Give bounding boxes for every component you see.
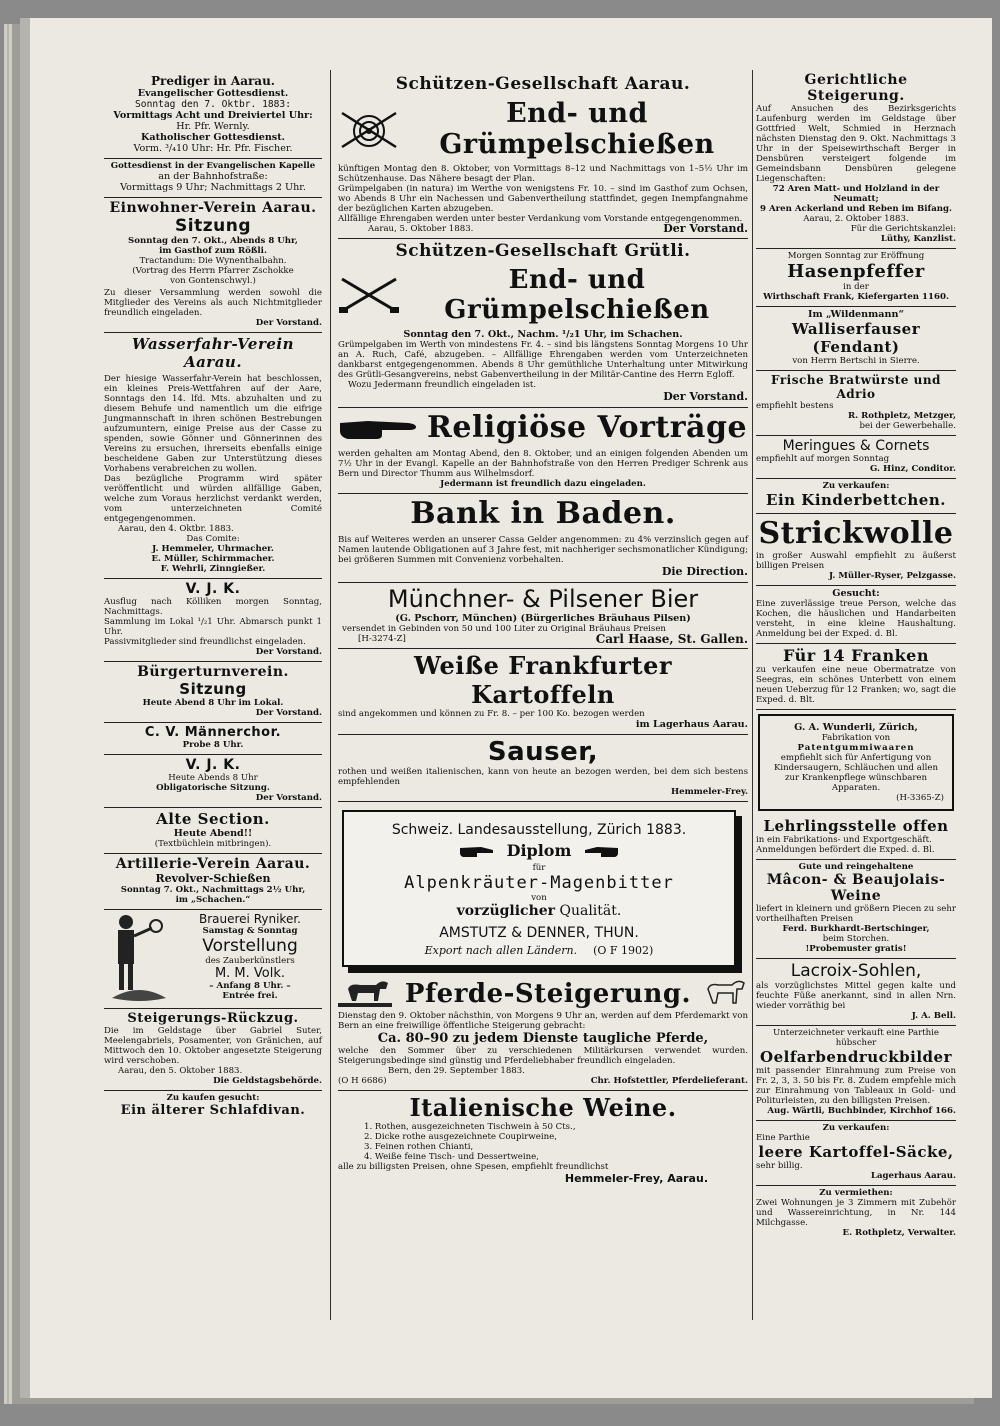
meringues-headline: Meringues & Cornets — [782, 438, 930, 454]
wild-line: Im „Wildenmann“ — [808, 309, 904, 320]
oel-headline: Oelfarbendruckbilder — [760, 1048, 952, 1066]
sga-date: Aarau, 5. Oktober 1883. — [368, 224, 474, 234]
einwohner-line: (Vortrag des Herrn Pfarrer Zschokke — [132, 266, 294, 276]
kinder-headline: Ein Kinderbettchen. — [766, 491, 946, 509]
steigerung-title: Steigerungs-Rückzug. — [127, 1011, 299, 1026]
ad-alte-section — [104, 808, 322, 854]
vjk-signature: Der Vorstand. — [255, 647, 322, 657]
kartoffeln-signature: im Lagerhaus Aarau. — [635, 719, 748, 730]
ad-wunderli — [758, 714, 954, 811]
ad-vjk-excursion — [104, 579, 322, 662]
einwohner-signature: Der Vorstand. — [255, 318, 322, 328]
weine-item: 1. Rothen, ausgezeichneten Tischwein à 50 Cts., — [364, 1122, 576, 1132]
lehr-body: in ein Fabrikations- und Exportgeschäft. Anmeldungen befördert die Exped. d. Bl. — [756, 835, 935, 855]
religioese-headline: Religiöse Vorträge — [426, 410, 748, 445]
ad-wasserfahr-verein — [104, 333, 322, 579]
gericht-signature: Für die Gerichtskanzlei: — [850, 224, 956, 234]
wunderli-line: Fabrikation von — [821, 733, 891, 743]
horse-outline-icon — [704, 977, 748, 1011]
brauerei-line: des Zauberkünstlers — [205, 956, 295, 966]
bier-signature: Carl Haase, St. Gallen. — [595, 632, 748, 646]
brauerei-line: Entrée frei. — [222, 991, 278, 1001]
einwohner-line: von Gontenschwyl.) — [170, 276, 256, 286]
lacroix-headline: Lacroix-Sohlen, — [790, 961, 922, 981]
weine-headline: Italienische Weine. — [409, 1093, 677, 1122]
bank-signature: Die Direction. — [661, 565, 748, 578]
einwohner-title: Einwohner-Verein Aarau. — [109, 200, 317, 216]
alte-line: (Textbüchlein mitbringen). — [154, 839, 272, 849]
bier-subtitle: (G. Pschorr, München) (Bürgerliches Bräuhaus Pilsen) — [395, 613, 691, 624]
diplom-quality-word: vorzüglicher — [456, 903, 556, 919]
vjk2-title: V. J. K. — [185, 757, 241, 773]
gericht-signature: Lüthy, Kanzlist. — [880, 234, 956, 244]
church-line: Sonntag den 7. Oktbr. 1883: — [135, 99, 291, 110]
sauser-headline: Sauser, — [487, 737, 599, 767]
bier-body: versendet in Gebinden von 50 und 100 Liter zu Original Bräuhaus Preisen — [342, 624, 666, 634]
lacroix-body: als vorzüglichstes Mittel gegen kalte und feuchte Füße anerkannt, sind in allen Nrn. wieder vorräthig bei — [756, 981, 956, 1011]
sack-headline: leere Kartoffel-Säcke, — [758, 1143, 954, 1161]
pferde-signature: Chr. Hofstettler, Pferdelieferant. — [590, 1076, 748, 1086]
ad-lacroix-sohlen — [756, 959, 956, 1026]
wurst-signature: bei der Gewerbehalle. — [859, 421, 956, 431]
ad-frankfurter-kartoffeln — [338, 649, 748, 735]
magician-illustration-icon — [104, 912, 174, 1004]
ad-macon-weine — [756, 860, 956, 959]
bank-headline: Bank in Baden. — [410, 496, 676, 531]
wasserfahr-date: Aarau, den 4. Oktbr. 1883. — [118, 524, 234, 534]
target-rifles-icon — [338, 107, 400, 151]
column-rule-left — [330, 70, 331, 1320]
wunderli-body: empfiehlt sich für Anfertigung von Kindersaugern, Schläuchen und allen zur Krankenpflege wünschbaren Apparaten. — [773, 753, 939, 793]
hasen-headline: Hasenpfeffer — [787, 261, 925, 282]
oel-line: Unterzeichneter verkauft eine Parthie hübscher — [772, 1028, 940, 1048]
ad-schuetzen-gruetli — [338, 239, 748, 408]
vjk2-line: Obligatorische Sitzung. — [156, 783, 270, 793]
sgg-body2: Wozu Jedermann freundlich eingeladen ist. — [348, 380, 537, 390]
artillerie-line: Sonntag 7. Okt., Nachmittags 2½ Uhr, — [120, 885, 306, 895]
lacroix-signature: J. A. Bell. — [911, 1011, 956, 1021]
sack-line: sehr billig. — [756, 1161, 803, 1171]
hasen-line: Morgen Sonntag zur Eröffnung — [787, 251, 925, 261]
ad-pferde-steigerung — [338, 975, 748, 1091]
ad-zu-vermiethen — [756, 1186, 956, 1242]
pferde-body: Dienstag den 9. Oktober nächsthin, von Morgens 9 Uhr an, werden auf dem Pferdemarkt von Bern an eine freiwillige öffentliche Steigerung gebracht: — [338, 1011, 748, 1031]
ad-buergerturnverein — [104, 662, 322, 723]
kartoffeln-headline: Weiße Frankfurter Kartoffeln — [413, 651, 673, 709]
wasserfahr-body2: Das bezügliche Programm wird später veröffentlicht und würden allfällige Gaben, welche zum Voraus herzlichst verdankt werden, vom unterzeichneten Comité entgegengenommen. — [104, 474, 322, 524]
crossed-rifles-icon — [338, 275, 400, 315]
ad-artillerie-verein — [104, 854, 322, 910]
btv-sitzung: Sitzung — [179, 680, 247, 698]
sga-body: Grümpelgaben (in natura) im Werthe von wenigstens Fr. 10. – sind im Gasthof zum Ochsen, wo Abends 8 Uhr ein Nachessen und Gabenvertheilung stattfindet, gegen Inempfangnahme der bezüglichen Karten abzugeben. — [338, 184, 748, 214]
franken-body: zu verkaufen eine neue Obermatratze von Seegras, ein schönes Unterbett von einem neuen Ueberzug für 12 Franken; wo, sagt die Exped. d. Blt. — [756, 665, 956, 705]
bier-headline: Münchner- & Pilsener Bier — [387, 585, 699, 613]
sack-line: Eine Parthie — [756, 1133, 810, 1143]
steigerung-signature: Die Geldstagsbehörde. — [213, 1076, 322, 1086]
btv-title: Bürgerturnverein. — [137, 664, 289, 680]
pferde-reference: (O H 6686) — [338, 1076, 387, 1086]
diplom-exhibition: Schweiz. Landesausstellung, Zürich 1883. — [391, 822, 687, 838]
ad-bank-baden — [338, 494, 748, 583]
diplom-export: Export nach allen Ländern. — [424, 944, 578, 957]
pointing-hand-left-icon — [583, 844, 619, 858]
steigerung-date: Aarau, den 5. Oktober 1883. — [118, 1066, 243, 1076]
sga-body: Allfällige Ehrengaben werden unter bester Verdankung vom Vorstande entgegengenommen. — [338, 214, 743, 224]
weine-item: 4. Weiße feine Tisch- und Dessertweine, — [364, 1152, 539, 1162]
einwohner-sitzung: Sitzung — [175, 216, 251, 236]
einwohner-body: Zu dieser Versammlung werden sowohl die Mitglieder des Vereins als auch Nichtmitglieder freundlich eingeladen. — [104, 288, 322, 318]
btv-signature: Der Vorstand. — [255, 708, 322, 718]
church-line: Hr. Pfr. Wernly. — [176, 121, 250, 132]
sgg-body: Grümpelgaben im Werth von mindestens Fr. 4. – sind bis längstens Sonntag Morgens 10 Uhr an A. Ruch, Café, abzugeben. – Allfällige Ehrengaben werden vom Unterzeichneten dankbarst entgegengenommen. Abends 8 Uhr gemüthliche Unterhaltung unter Mitwirkung des Grütli-Gesangvereins, nebst Gabenvertheilung in der Militär-Cantine des Herrn Egloff. — [338, 340, 748, 380]
diplom-title: Diplom — [506, 841, 572, 860]
pferde-offer: Ca. 80–90 zu jedem Dienste taugliche Pferde, — [377, 1031, 709, 1046]
sga-signature: Der Vorstand. — [663, 222, 748, 235]
ad-kartoffel-saecke — [756, 1121, 956, 1186]
macon-headline: Mâcon- & Beaujolais-Weine — [766, 872, 946, 904]
ad-kinderbettchen — [756, 479, 956, 514]
diplom-company: AMSTUTZ & DENNER, THUN. — [439, 925, 639, 941]
ad-meringues — [756, 436, 956, 479]
oel-signature: Aug. Wärtli, Buchbinder, Kirchhof 166. — [767, 1106, 956, 1116]
gericht-date: Aarau, 2. Oktober 1883. — [803, 214, 909, 224]
sgg-signature: Der Vorstand. — [663, 390, 748, 403]
macon-body: liefert in kleinern und größern Piecen zu sehr vortheilhaften Preisen — [756, 904, 956, 924]
franken-headline: Für 14 Franken — [783, 646, 929, 665]
gericht-body: Auf Ansuchen des Bezirksgerichts Laufenburg werden im Geldstage über Gottfried Welt, Schmied in Herznach nächsten Dienstag den 9. Okt. Nachmittags 3 Uhr in der Speisewirthschaft Berger in Densbüren versteigert folgende im Gemeindsbann Densbüren gelegene Liegenschaften: — [756, 104, 956, 184]
ad-strickwolle — [756, 514, 956, 586]
church-subtitle-evangelical: Evangelischer Gottesdienst. — [137, 88, 289, 99]
bank-body: Bis auf Weiteres werden an unserer Cassa Gelder angenommen: zu 4% verzinslich gegen auf Namen lautende Obligationen auf 3 Jahre fest, mit nachheriger sechsmonatlicher Kündigung; bei größeren Summen mit Convenienz vorbehalten. — [338, 535, 748, 565]
kinder-line: Zu verkaufen: — [822, 481, 890, 491]
chapel-line: an der Bahnhofstraße: — [158, 171, 268, 182]
weine-body: alle zu billigsten Preisen, ohne Spesen, empfiehlt freundlichst — [338, 1162, 609, 1172]
ad-vjk-sitzung — [104, 755, 322, 808]
church-subtitle-catholic: Katholischer Gottesdienst. — [141, 132, 285, 143]
ad-diplom-magenbitter — [342, 810, 736, 967]
wurst-signature: R. Rothpletz, Metzger, — [848, 411, 956, 421]
cv-title: C. V. Männerchor. — [144, 725, 282, 740]
weine-item: 2. Dicke rothe ausgezeichnete Coupirweine, — [364, 1132, 557, 1142]
sgg-title: Schützen-Gesellschaft Grütli. — [395, 241, 691, 261]
vjk2-line: Heute Abends 8 Uhr — [168, 773, 258, 783]
lehr-headline: Lehrlingsstelle offen — [763, 817, 949, 835]
macon-signature: Ferd. Burkhardt-Bertschinger, — [782, 924, 930, 934]
macon-signature: !Probemuster gratis! — [805, 944, 907, 954]
strick-headline: Strickwolle — [758, 516, 954, 551]
diplom-reference: (O F 1902) — [593, 944, 654, 957]
ad-brauerei-ryniker — [104, 910, 322, 1009]
vjk-body: Sammlung im Lokal ¹/₂1 Uhr. Abmarsch punkt 1 Uhr. — [104, 617, 322, 637]
oel-body: mit passender Einrahmung zum Preise von Fr. 2, 3, 3. 50 bis Fr. 8. Zudem empfehle mich zur Einrahmung von Tableaux in Gold- und Politurleisten, zu den billigsten Preisen. — [756, 1066, 956, 1106]
sga-title: Schützen-Gesellschaft Aarau. — [395, 74, 691, 94]
wasserfahr-title: Wasserfahr-Verein Aarau. — [131, 335, 295, 371]
sauser-body: rothen und weißen italienischen, kann von heute an bezogen werden, bei dem sich bestens empfehlenden — [338, 767, 748, 787]
vjk-body: Passivmitglieder sind freundlichst eingeladen. — [104, 637, 306, 647]
religioese-signature: Jedermann ist freundlich dazu eingeladen. — [440, 479, 646, 489]
church-line: Vormittags Acht und Dreiviertel Uhr: — [113, 110, 313, 121]
ad-gerichtliche-steigerung — [756, 58, 956, 249]
kauf-item: Ein älterer Schlafdivan. — [120, 1103, 306, 1118]
einwohner-line: Sonntag den 7. Okt., Abends 8 Uhr, — [128, 236, 298, 246]
verm-signature: E. Rothpletz, Verwalter. — [842, 1228, 956, 1238]
sgg-subtitle: Sonntag den 7. Okt., Nachm. ¹/₂1 Uhr, im Schachen. — [403, 329, 683, 340]
kartoffeln-body: sind angekommen und können zu Fr. 8. – per 100 Ko. bezogen werden — [338, 709, 645, 719]
column-left — [104, 58, 322, 1122]
chapel-line: Vormittags 9 Uhr; Nachmittags 2 Uhr. — [120, 182, 306, 193]
wunderli-line: G. A. Wunderli, Zürich, — [794, 722, 918, 733]
wasserfahr-member: J. Hemmeler, Uhrmacher. — [152, 544, 274, 554]
ad-einwohner-verein — [104, 198, 322, 333]
alte-title: Alte Section. — [156, 810, 270, 828]
diplom-von: von — [531, 893, 547, 903]
vjk-body: Ausflug nach Kölliken morgen Sonntag, Nachmittags. — [104, 597, 322, 617]
gesucht-body: Eine zuverlässige treue Person, welche das Kochen, die häuslichen und Handarbeiten versteht, in eine kleine Haushaltung. Anmeldung bei der Exped. d. Bl. — [756, 599, 956, 639]
wurst-line: empfiehlt bestens — [756, 401, 834, 411]
church-title: Prediger in Aarau. — [150, 74, 275, 88]
vjk2-signature: Der Vorstand. — [255, 793, 322, 803]
brauerei-artist: M. M. Volk. — [214, 966, 286, 981]
ad-steigerungs-rueckzug — [104, 1009, 322, 1091]
diplom-fuer: für — [532, 863, 546, 873]
btv-body: Heute Abend 8 Uhr im Lokal. — [142, 698, 284, 708]
einwohner-line: im Gasthof zum Rößli. — [159, 246, 267, 256]
column-right — [756, 58, 956, 1242]
ad-oelfarbendruckbilder — [756, 1026, 956, 1121]
chapel-line: Gottesdienst in der Evangelischen Kapelle — [110, 161, 316, 171]
column-middle — [338, 58, 748, 1189]
verm-body: Zwei Wohnungen je 3 Zimmern mit Zubehör und Wassereinrichtung, in Nr. 144 Milchgasse. — [756, 1198, 956, 1228]
alte-line: Heute Abend!! — [173, 828, 253, 839]
macon-signature: beim Storchen. — [822, 934, 890, 944]
brauerei-line: Brauerei Ryniker. — [199, 912, 301, 926]
ad-sauser — [338, 735, 748, 802]
sgg-headline: End- und Grümpelschießen — [444, 265, 710, 325]
gericht-parcel: 9 Aren Ackerland und Reben im Bifang. — [759, 204, 953, 214]
ad-maennerchor — [104, 723, 322, 755]
ad-hasenpfeffer — [756, 249, 956, 307]
brauerei-line: – Anfang 8 Uhr. – — [209, 981, 291, 991]
sga-headline: End- und Grümpelschießen — [439, 98, 715, 160]
brauerei-vorstellung: Vorstellung — [202, 936, 298, 956]
hasen-line: Wirthschaft Frank, Kiefergarten 1160. — [763, 292, 949, 302]
church-line: Vorm. ³/₄10 Uhr: Hr. Pfr. Fischer. — [133, 143, 293, 154]
pointing-hand-right-icon — [459, 844, 495, 858]
gericht-parcel: 72 Aren Matt- und Holzland in der Neumatt; — [772, 184, 940, 204]
ad-italienische-weine — [338, 1091, 748, 1189]
ad-chapel-service — [104, 159, 322, 198]
wasserfahr-body: Der hiesige Wasserfahr-Verein hat beschlossen, ein kleines Preis-Wettfahren auf der Aare, Sonntags den 14. lfd. Mts. abzuhalten und zu diesem Behufe und namentlich um die eifrige Jungmannschaft in ihren schönen Bestrebungen aufzumuntern, einige Preise aus der Casse zu spenden, sowie Gönner und Gönnerinnen des Vereins zu ersuchen, ihrerseits ebenfalls einige bescheidene Gaben zur Unterstützung dieses Vorhabens verabreichen zu wollen. — [104, 374, 322, 474]
column-rule-right — [752, 70, 753, 1320]
gesucht-title: Gesucht: — [832, 588, 880, 599]
weine-signature: Hemmeler-Frey, Aarau. — [564, 1172, 708, 1185]
wasserfahr-member: E. Müller, Schirmmacher. — [151, 554, 275, 564]
steigerung-body: Die im Geldstage über Gabriel Suter, Meelengabriels, Posamenter, von Gränichen, auf Mittwoch den 10. Oktober angesetzte Steigerung wird verschoben. — [104, 1026, 322, 1066]
ad-lehrlingsstelle — [756, 815, 956, 860]
macon-line: Gute und reingehaltene — [798, 862, 914, 872]
wasserfahr-member: F. Wehrli, Zinngießer. — [160, 564, 266, 574]
ad-gesucht — [756, 586, 956, 644]
kauf-line: Zu kaufen gesucht: — [166, 1093, 260, 1103]
ad-14-franken — [756, 644, 956, 710]
pferde-body2: welche den Sommer über zu verschiedenen Militärkursen verwendet wurden. Steigerungsbedinge sind günstig und Pferdeliebhaber freundlich eingeladen. — [338, 1046, 748, 1066]
ad-schlafdivan — [104, 1091, 322, 1122]
ad-schuetzen-aarau — [338, 58, 748, 239]
gericht-title: Gerichtliche Steigerung. — [804, 72, 908, 104]
cv-body: Probe 8 Uhr. — [182, 740, 244, 750]
meringues-body: empfiehlt auf morgen Sonntag — [756, 454, 890, 464]
wild-line: von Herrn Bertschi in Sierre. — [792, 356, 920, 366]
ad-wildenmann — [756, 307, 956, 371]
stacked-page-edges — [4, 24, 30, 1404]
wunderli-line: Patentgummiwaaren — [797, 743, 915, 753]
wurst-headline: Frische Bratwürste und Adrio — [771, 373, 941, 401]
einwohner-line: Tractandum: Die Wynenthalbahn. — [139, 256, 287, 266]
diplom-product: Alpenkräuter-Magenbitter — [404, 873, 674, 893]
brauerei-line: Samstag & Sonntag — [202, 926, 298, 936]
sack-line: Zu verkaufen: — [822, 1123, 890, 1133]
sga-body: künftigen Montag den 8. Oktober, von Vormittags 8–12 und Nachmittags von 1–5½ Uhr im Schützenhause. Das Nähere besagt der Plan. — [338, 164, 748, 184]
artillerie-subtitle: Revolver-Schießen — [155, 872, 271, 885]
religioese-body: werden gehalten am Montag Abend, den 8. Oktober, und an einigen folgenden Abenden um 7½ Uhr in der Evangl. Kapelle an der Bahnhofstraße von den Herren Prediger Schrenk aus Bern und Director Thumm aus Wilhelmsdorf. — [338, 449, 748, 479]
meringues-signature: G. Hinz, Conditor. — [869, 464, 956, 474]
ad-muenchner-bier — [338, 583, 748, 649]
wild-headline: Walliserfauser (Fendant) — [791, 320, 921, 356]
artillerie-title: Artillerie-Verein Aarau. — [115, 856, 311, 872]
weine-item: 3. Feinen rothen Chianti, — [364, 1142, 474, 1152]
strick-body: in großer Auswahl empfiehlt zu äußerst billigen Preisen — [756, 551, 956, 571]
hasen-line: in der — [843, 282, 869, 292]
ad-church-services — [104, 58, 322, 159]
ad-bratwuerste — [756, 371, 956, 436]
sack-signature: Lagerhaus Aarau. — [870, 1171, 956, 1181]
pferde-date: Bern, den 29. September 1883. — [388, 1066, 525, 1076]
horse-icon — [338, 977, 392, 1011]
sauser-signature: Hemmeler-Frey. — [670, 787, 748, 797]
wunderli-reference: (H-3365-Z) — [896, 793, 944, 803]
bier-reference: [H-3274-Z] — [358, 634, 406, 644]
ad-religioese-vortraege — [338, 408, 748, 494]
pointing-hand-icon — [338, 413, 418, 443]
pferde-headline: Pferde-Steigerung. — [404, 979, 692, 1009]
wasserfahr-comite: Das Comite: — [186, 534, 240, 544]
vjk-title: V. J. K. — [185, 581, 241, 597]
verm-title: Zu vermiethen: — [819, 1188, 893, 1198]
strick-signature: J. Müller-Ryser, Pelzgasse. — [829, 571, 956, 581]
artillerie-line: im „Schachen.“ — [175, 895, 251, 905]
diplom-quality: Qualität. — [559, 903, 622, 919]
